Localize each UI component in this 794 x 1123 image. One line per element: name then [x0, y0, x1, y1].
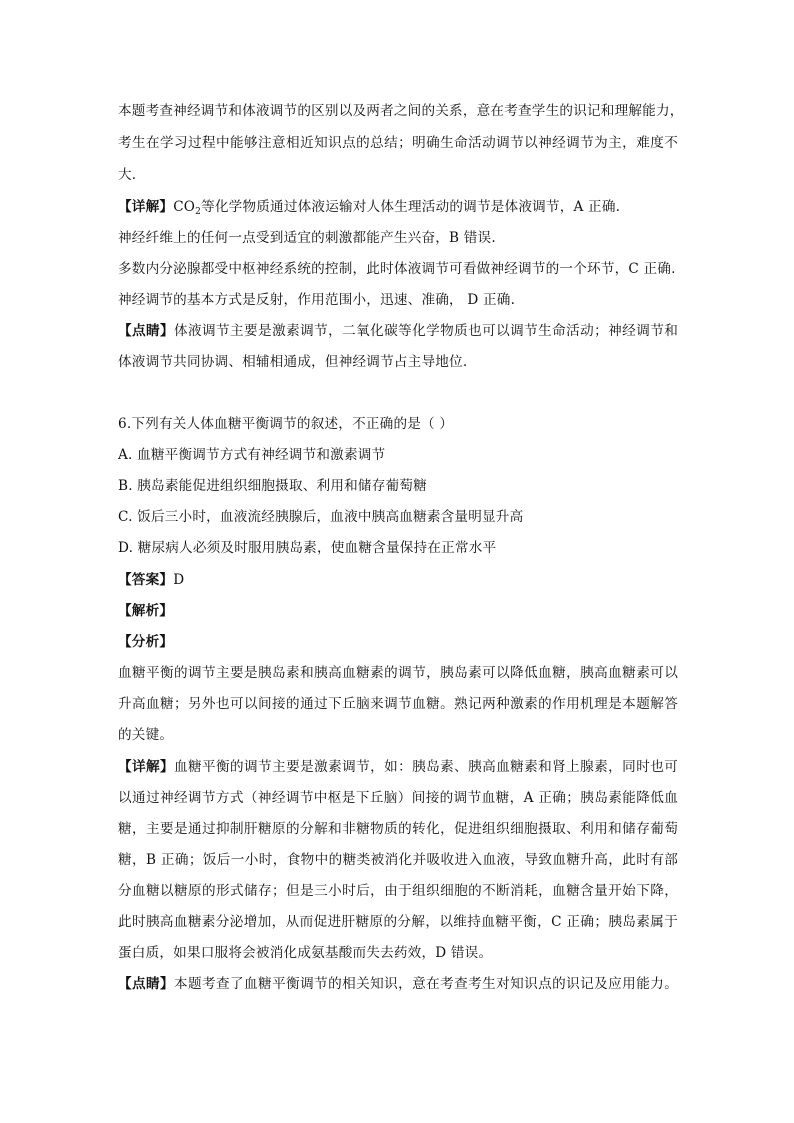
detail-1-line-1: 【详解】$CO_2$等化学物质通过体液运输对人体生理活动的调节是体液调节，A 正确.	[118, 199, 621, 217]
answer-line	[118, 570, 678, 590]
detail-tag: 【详解】	[118, 759, 175, 775]
comment-tag: 【点睛】	[118, 976, 175, 992]
option-b: B. 胰岛素能促进组织细胞摄取、利用和储存葡萄糖	[118, 478, 427, 494]
analysis-tag: 【解析】	[118, 603, 174, 619]
detail-1-line-4: 神经调节的基本方式是反射，作用范围小，迅速、准确， D 正确.	[118, 292, 516, 308]
intro-line-1: 本题考查神经调节和体液调节的区别以及两者之间的关系，意在考查学生的识记和理解能力，	[118, 103, 684, 119]
detail-1-line-2: 神经纤维上的任何一点受到适宜的刺激都能产生兴奋，B 错误.	[118, 230, 496, 246]
comment-1-line-1: 【点睛】体液调节主要是激素调节，二氧化碳等化学物质也可以调节生命活动；神经调节和	[118, 323, 678, 339]
answer-tag: 【答案】	[118, 572, 174, 588]
detail-2-line-1: 【详解】血糖平衡的调节主要是激素调节，如：胰岛素、胰高血糖素和肾上腺素，同时也可	[118, 759, 678, 775]
comment-2-line-1: 【点睛】本题考查了血糖平衡调节的相关知识，意在考查考生对知识点的识记及应用能力。	[118, 976, 678, 992]
comment-tag: 【点睛】	[118, 323, 175, 339]
detail-2-line-5: 分血糖以糖原的形式储存；但是三小时后，由于组织细胞的不断消耗，血糖含量开始下降，	[118, 883, 678, 899]
fenxi-line-2: 升高血糖；另外也可以间接的通过下丘脑来调节血糖。熟记两种激素的作用机理是本题解答	[118, 696, 678, 712]
detail-1-line-3: 多数内分泌腺都受中枢神经系统的控制，此时体液调节可看做神经调节的一个环节，C 正确.	[118, 261, 676, 277]
option-c: C. 饭后三小时，血液流经胰腺后，血液中胰高血糖素含量明显升高	[118, 509, 524, 525]
detail-tag: 【详解】	[118, 199, 174, 215]
detail-2-line-6: 此时胰高血糖素分泌增加，从而促进肝糖原的分解，以维持血糖平衡，C 正确；胰岛素属于	[118, 914, 678, 930]
detail-2-line-7: 蛋白质，如果口服将会被消化成氨基酸而失去药效，D 错误。	[118, 945, 493, 961]
detail-2-line-4: 糖，B 正确；饭后一小时，食物中的糖类被消化并吸收进入血液，导致血糖升高，此时有部	[118, 852, 678, 868]
fenxi-tag: 【分析】	[118, 634, 174, 650]
question-6-stem: 6.下列有关人体血糖平衡调节的叙述，不正确的是（ ）	[118, 416, 454, 432]
option-a: A. 血糖平衡调节方式有神经调节和激素调节	[118, 447, 386, 463]
detail-2-line-3: 糖，主要是通过抑制肝糖原的分解和非糖物质的转化，促进组织细胞摄取、利用和储存葡萄	[118, 821, 678, 837]
fenxi-line-1: 血糖平衡的调节主要是胰岛素和胰高血糖素的调节，胰岛素可以降低血糖，胰高血糖素可以	[118, 665, 678, 681]
answer-value: D	[173, 572, 185, 588]
option-d: D. 糖尿病人必须及时服用胰岛素，使血糖含量保持在正常水平	[118, 540, 497, 556]
comment-1-line-2: 体液调节共同协调、相辅相通成，但神经调节占主导地位.	[118, 354, 468, 370]
fenxi-line-3: 的关键。	[118, 727, 174, 743]
intro-line-2: 考生在学习过程中能够注意相近知识点的总结；明确生命活动调节以神经调节为主，难度不	[118, 135, 678, 151]
intro-line-3: 大.	[118, 167, 137, 183]
detail-2-line-2: 以通过神经调节方式（神经调节中枢是下丘脑）间接的调节血糖，A 正确；胰岛素能降低血	[118, 790, 678, 806]
